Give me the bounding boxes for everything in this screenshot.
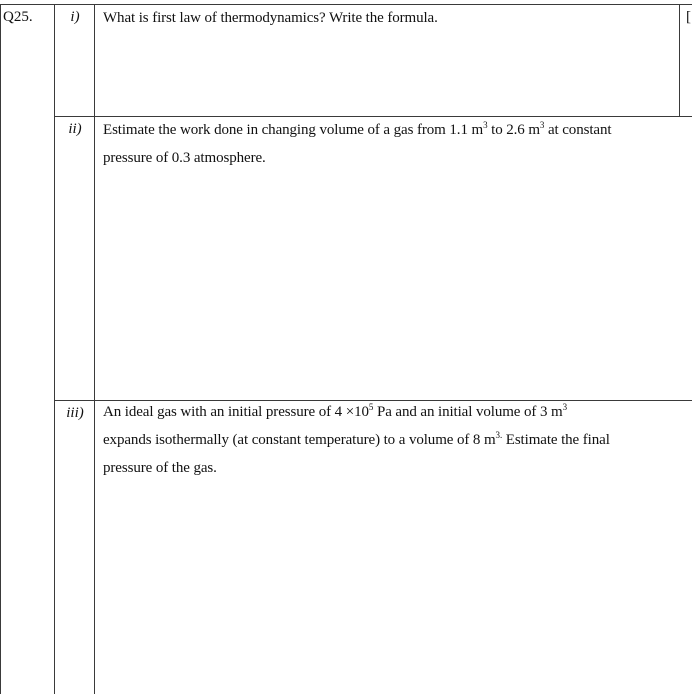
qnum-column-border	[54, 4, 55, 694]
part-i-text	[103, 4, 683, 32]
part-i-line-1: What is first law of thermodynamics? Write the formula.	[103, 10, 438, 26]
marks-bracket-fragment: [	[686, 9, 691, 25]
left-border	[0, 4, 1, 694]
part-column-border	[94, 4, 95, 694]
part-iii-line-1: An ideal gas with an initial pressure of $4 \times 10^5$ Pa and an initial volume of 3 $m^3$	[103, 402, 567, 420]
part-ii-line-2: pressure of 0.3 atmosphere.	[103, 150, 266, 166]
question-number: Q25.	[3, 9, 33, 25]
part-ii-line-1: Estimate the work done in changing volume of a gas from 1.1 $m^3$ to 2.6 $m^3$ at constant	[103, 120, 612, 138]
part-label-i: i)	[70, 9, 80, 25]
part-iii-text	[103, 398, 683, 482]
part-label-ii: ii)	[68, 121, 82, 137]
part-label-iii: iii)	[66, 405, 84, 421]
part-iii-line-2: expands isothermally (at constant temperature) to a volume of 8 $m^{3.}$ Estimate the final	[103, 430, 610, 448]
part-iii-line-3: pressure of the gas.	[103, 460, 217, 476]
part-ii-text	[103, 116, 683, 172]
